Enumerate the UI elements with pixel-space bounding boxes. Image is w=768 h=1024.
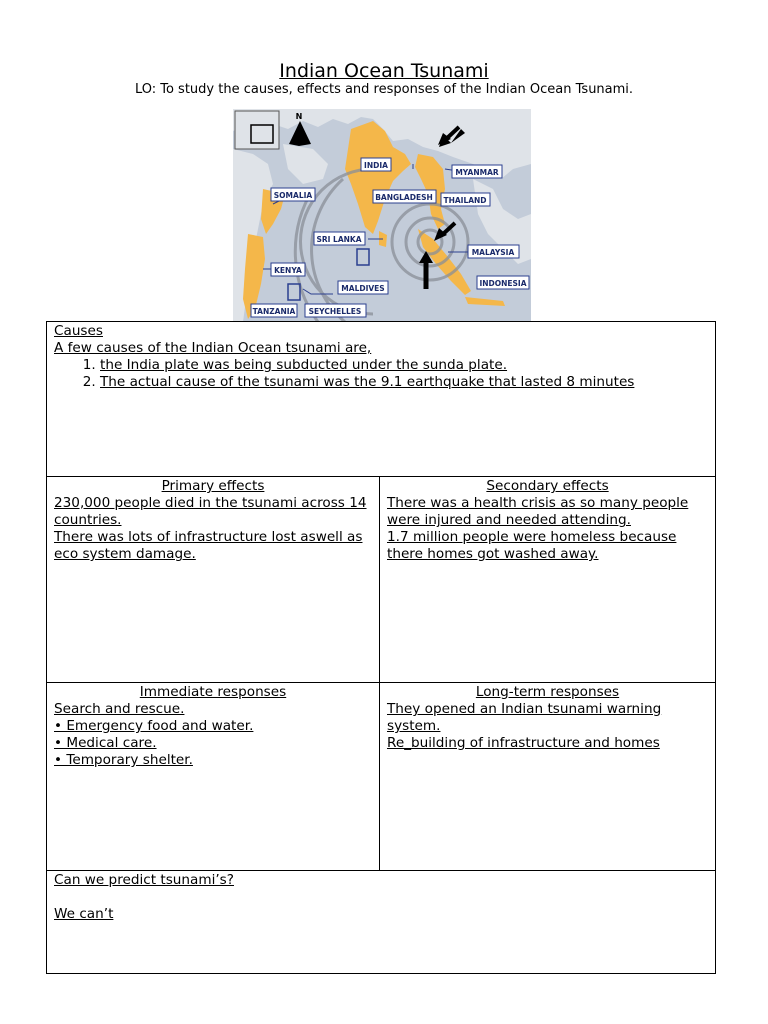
predict-cell — [47, 871, 716, 974]
page-title: Indian Ocean Tsunami — [279, 60, 489, 82]
list-item — [100, 357, 708, 374]
immediate-responses-heading: Immediate responses — [139, 684, 287, 700]
label-somalia: SOMALIA — [273, 191, 313, 200]
response-line: Search and rescue. — [54, 701, 185, 717]
response-line: Re_building of infrastructure and homes — [387, 735, 660, 751]
secondary-effects-heading: Secondary effects — [486, 478, 609, 494]
label-malaysia: MALAYSIA — [471, 248, 515, 257]
list-item — [100, 374, 708, 391]
primary-effects-cell — [47, 477, 380, 683]
immediate-responses-cell — [47, 683, 380, 871]
response-line: They opened an Indian tsunami warning system. — [387, 701, 662, 734]
label-indonesia: INDONESIA — [479, 279, 527, 288]
learning-objective: LO: To study the causes, effects and responses of the Indian Ocean Tsunami. — [134, 82, 634, 97]
causes-heading: Causes — [54, 323, 103, 339]
causes-cell — [47, 322, 716, 477]
label-srilanka: SRI LANKA — [316, 235, 362, 244]
predict-answer: We can’t — [54, 906, 114, 922]
predict-question: Can we predict tsunami’s? — [54, 872, 234, 888]
longterm-responses-cell — [380, 683, 716, 871]
response-line: • Emergency food and water. — [54, 718, 254, 734]
label-thailand: THAILAND — [443, 196, 487, 205]
response-line: • Medical care. — [54, 735, 157, 751]
label-tanzania: TANZANIA — [252, 307, 296, 316]
effect-line: 230,000 people died in the tsunami across 14 countries. — [54, 495, 367, 528]
causes-list — [54, 357, 708, 391]
cause-text: the India plate was being subducted under the sunda plate. — [100, 357, 508, 373]
secondary-effects-cell — [380, 477, 716, 683]
cause-text: The actual cause of the tsunami was the 9.1 earthquake that lasted 8 minutes — [100, 374, 635, 390]
primary-effects-heading: Primary effects — [161, 478, 265, 494]
label-bangladesh: BANGLADESH — [375, 193, 433, 202]
tsunami-map — [233, 109, 531, 322]
label-seychelles: SEYCHELLES — [308, 307, 362, 316]
response-line: • Temporary shelter. — [54, 752, 193, 768]
effect-line: There was lots of infrastructure lost aswell as eco system damage. — [54, 529, 363, 562]
label-myanmar: MYANMAR — [455, 168, 499, 177]
label-kenya: KENYA — [274, 266, 302, 275]
longterm-responses-heading: Long-term responses — [475, 684, 620, 700]
effect-line: There was a health crisis as so many people were injured and needed attending. — [387, 495, 689, 528]
north-label: N — [295, 112, 303, 121]
causes-intro: A few causes of the Indian Ocean tsunami are, — [54, 340, 372, 356]
effect-line: 1.7 million people were homeless because there homes got washed away. — [387, 529, 677, 562]
label-maldives: MALDIVES — [341, 284, 385, 293]
blank-line — [54, 889, 708, 906]
worksheet-table — [46, 321, 716, 974]
label-india: INDIA — [364, 161, 388, 170]
